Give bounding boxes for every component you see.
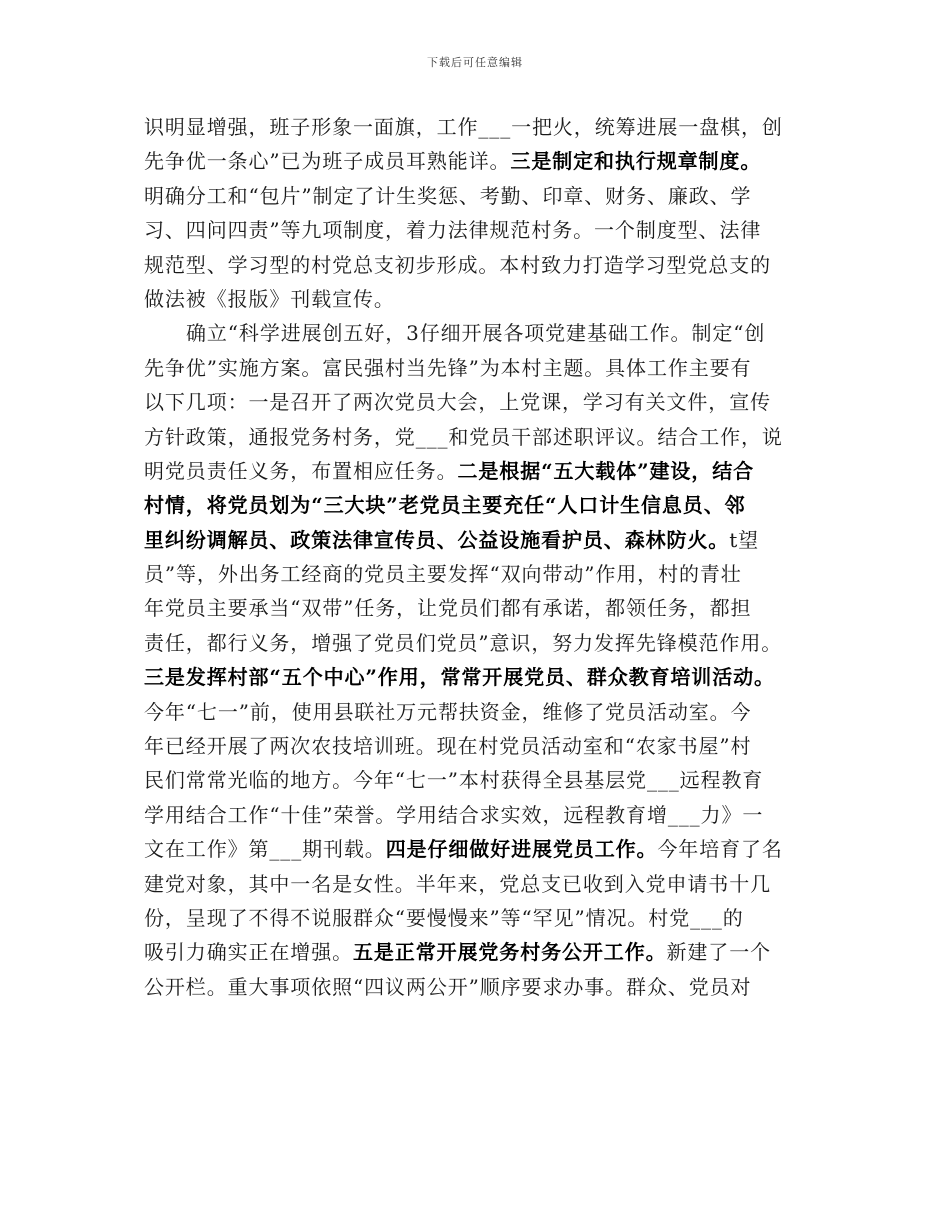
text-line [144,488,808,522]
text-line [144,660,808,694]
text-line [144,901,808,935]
text-line [144,935,808,969]
text-segment: 明确分工和“包片”制定了计生奖惩、考勤、印章、财务、廉政、学 [144,183,752,208]
text-segment: 吸引力确实正在增强。 [144,940,353,965]
text-segment: 责任，都行义务，增强了党员们党员”意识，努力发挥先锋模范作用。 [144,630,783,655]
text-segment: 文在工作》第___期刊载。 [144,837,386,862]
text-segment: 识明显增强，班子形象一面旗，工作___一把火，统筹进展一盘棋，创 [144,115,783,139]
text-segment: 做法被《报版》刊载宣传。 [144,286,395,311]
text-line [144,523,808,557]
text-line [144,591,808,625]
text-line [144,316,808,350]
text-line [144,626,808,660]
bold-text-segment: 二是根据“五大载体”建设，结合 [457,458,755,483]
document-body [144,110,808,1004]
text-line [144,867,808,901]
bold-text-segment: 三是制定和执行规章制度。 [510,149,762,174]
text-line [144,179,808,213]
text-line [144,110,808,144]
text-segment: 方针政策，通报党务村务，党___和党员干部述职评议。结合工作，说 [144,424,783,449]
text-segment: 民们常常光临的地方。今年“七一”本村获得全县基层党___远程教育 [144,768,764,793]
text-line [144,385,808,419]
text-segment: 年党员主要承当“双带”任务，让党员们都有承诺，都领任务，都担 [144,596,752,621]
text-line [144,832,808,866]
text-segment: 规范型、学习型的村党总支初步形成。本村致力打造学习型党总支的 [144,252,771,277]
text-line [144,420,808,454]
text-line [144,213,808,247]
text-segment: 份，呈现了不得不说服群众“要慢慢来”等“罕见”情况。村党___的 [144,905,744,930]
text-line [144,729,808,763]
text-segment: 先争优一条心”已为班子成员耳熟能详。 [144,149,511,174]
text-segment: 先争优”实施方案。富民强村当先锋”为本村主题。具体工作主要有 [144,355,752,380]
text-segment: 习、四问四责”等九项制度，着力法律规范村务。一个制度型、法律 [144,218,762,243]
text-line [144,282,808,316]
text-segment: 建党对象，其中一名是女性。半年来，党总支已收到入党申请书十几 [144,871,771,896]
bold-text-segment: 四是仔细做好进展党员工作。 [385,837,658,862]
text-line [144,695,808,729]
text-line [144,798,808,832]
bold-text-segment: 里纠纷调解员、政策法律宣传员、公益设施看护员、森林防火。 [144,527,730,552]
text-line [144,970,808,1004]
text-segment: 今年培育了名 [657,837,783,862]
text-line [144,557,808,591]
text-line [144,763,808,797]
page-header: 下载后可任意编辑 [427,56,523,69]
text-line [144,248,808,282]
text-segment: 确立“科学进展创五好，3仔细开展各项党建基础工作。制定“创 [186,321,766,346]
text-segment: 公开栏。重大事项依照“四议两公开”顺序要求办事。群众、党员对 [144,974,752,999]
bold-text-segment: 村情，将党员划为“三大块”老党员主要充任“人口计生信息员、邻 [144,493,746,518]
text-segment: 员”等，外出务工经商的党员主要发挥“双向带动”作用，村的青壮 [144,562,742,587]
text-segment: 新建了一个 [666,940,771,965]
bold-text-segment: 五是正常开展党务村务公开工作。 [353,940,667,965]
text-segment: 今年“七一”前，使用县联社万元帮扶资金，维修了党员活动室。今 [144,699,752,724]
text-line [144,454,808,488]
text-line [144,144,808,178]
text-segment: 以下几项：一是召开了两次党员大会，上党课，学习有关文件，宣传 [144,390,771,415]
text-segment: 学用结合工作“十佳”荣誉。学用结合求实效，远程教育增___力》一 [144,802,764,827]
text-segment: 明党员责任义务，布置相应任务。 [144,458,458,483]
text-segment: 年已经开展了两次农技培训班。现在村党员活动室和“农家书屋”村 [144,734,752,759]
text-line [144,351,808,385]
text-segment: t望 [729,527,760,552]
bold-text-segment: 三是发挥村部“五个中心”作用，常常开展党员、群众教育培训活动。 [144,665,775,690]
